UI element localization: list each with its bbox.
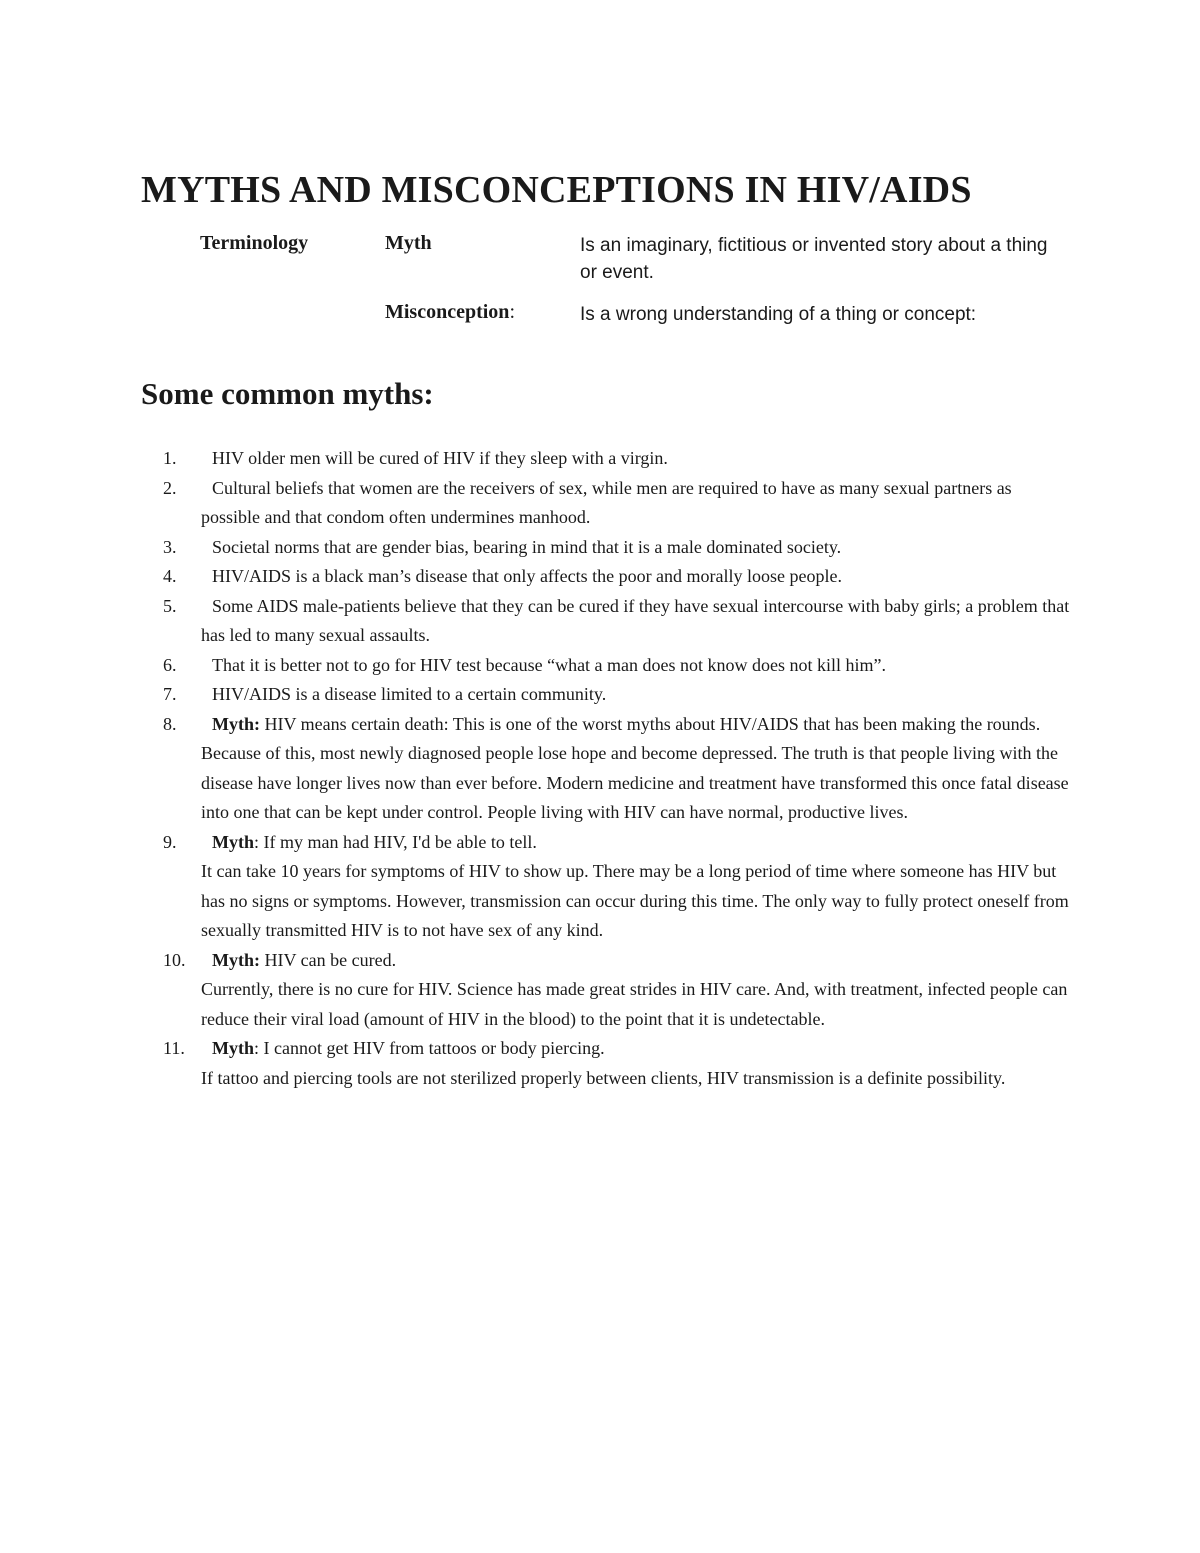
item-number: 10.: [163, 949, 186, 970]
list-item: [0, 828, 1200, 946]
item-number: 9.: [163, 831, 177, 852]
item-text: HIV can be cured.: [264, 949, 397, 970]
list-item: [0, 651, 1200, 681]
item-detail: If tattoo and piercing tools are not sterilized properly between clients, HIV transmission is a definite possibility.: [201, 1067, 1006, 1088]
item-text: HIV/AIDS is a disease limited to a certain community.: [212, 684, 607, 704]
term-misconception-word: Misconception: [385, 301, 510, 323]
list-item: [0, 946, 1200, 1035]
item-text: HIV/AIDS is a black man’s disease that only affects the poor and morally loose people.: [212, 566, 843, 586]
list-item: [0, 1034, 1200, 1093]
item-text: Cultural beliefs that women are the receivers of sex, while men are required to have as many sexual partners as possible and that condom often undermines manhood.: [201, 477, 1012, 527]
list-item: [0, 533, 1200, 563]
item-text: Some AIDS male-patients believe that they can be cured if they have sexual intercourse with baby girls; a problem that has led to many sexual assaults.: [201, 595, 1070, 645]
myth-label: Myth: [212, 831, 254, 852]
list-item: [0, 680, 1200, 710]
list-item: [0, 474, 1200, 533]
term-misconception-definition: Is a wrong understanding of a thing or concept:: [580, 304, 977, 325]
term-myth-definition: Is an imaginary, fictitious or invented story about a thing or event.: [580, 235, 1048, 283]
item-text: Societal norms that are gender bias, bearing in mind that it is a male dominated society.: [212, 536, 842, 557]
item-number: 3.: [163, 536, 177, 557]
myth-label: Myth:: [212, 949, 260, 970]
item-number: 4.: [163, 566, 177, 586]
item-number: 6.: [163, 654, 177, 675]
item-number: 8.: [163, 713, 177, 734]
item-detail: Currently, there is no cure for HIV. Science has made great strides in HIV care. And, with treatment, infected people can reduce their viral load (amount of HIV in the blood) to the point that it is undetectable.: [201, 979, 1068, 1029]
section-heading: Some common myths:: [141, 376, 434, 411]
myth-label: Myth:: [212, 713, 260, 734]
terminology-header: Terminology: [200, 232, 309, 254]
term-myth: Myth: [385, 232, 432, 254]
item-number: 1.: [163, 448, 177, 468]
item-number: 2.: [163, 477, 177, 498]
term-misconception: [385, 301, 515, 324]
list-item: [0, 592, 1200, 651]
item-detail: It can take 10 years for symptoms of HIV to show up. There may be a long period of time where someone has HIV but has no signs or symptoms. However, transmission can occur during this time. The only way to fully protect oneself from sexually transmitted HIV is to not have sex of any kind.: [201, 861, 1069, 940]
item-number: 5.: [163, 595, 177, 616]
list-item: [0, 710, 1200, 828]
item-number: 11.: [163, 1038, 185, 1058]
item-number: 7.: [163, 684, 177, 704]
item-text: : If my man had HIV, I'd be able to tell.: [254, 831, 537, 852]
myth-list: [0, 444, 1200, 1093]
term-misconception-colon: :: [509, 301, 515, 323]
item-text: : I cannot get HIV from tattoos or body piercing.: [254, 1038, 605, 1058]
item-text: That it is better not to go for HIV test because “what a man does not know does not kill him”.: [212, 654, 887, 675]
item-text: HIV means certain death: This is one of the worst myths about HIV/AIDS that has been making the rounds. Because of this, most newly diagnosed people lose hope and become depressed. The truth is that people living with the disease have longer lives now than ever before. Modern medicine and treatment have transformed this once fatal disease into one that can be kept under control. People living with HIV can have normal, productive lives.: [201, 713, 1069, 822]
item-text: HIV older men will be cured of HIV if they sleep with a virgin.: [212, 448, 668, 468]
list-item: [0, 562, 1200, 592]
list-item: [0, 444, 1200, 474]
myth-label: Myth: [212, 1038, 254, 1058]
document-title: MYTHS AND MISCONCEPTIONS IN HIV/AIDS: [141, 169, 972, 211]
